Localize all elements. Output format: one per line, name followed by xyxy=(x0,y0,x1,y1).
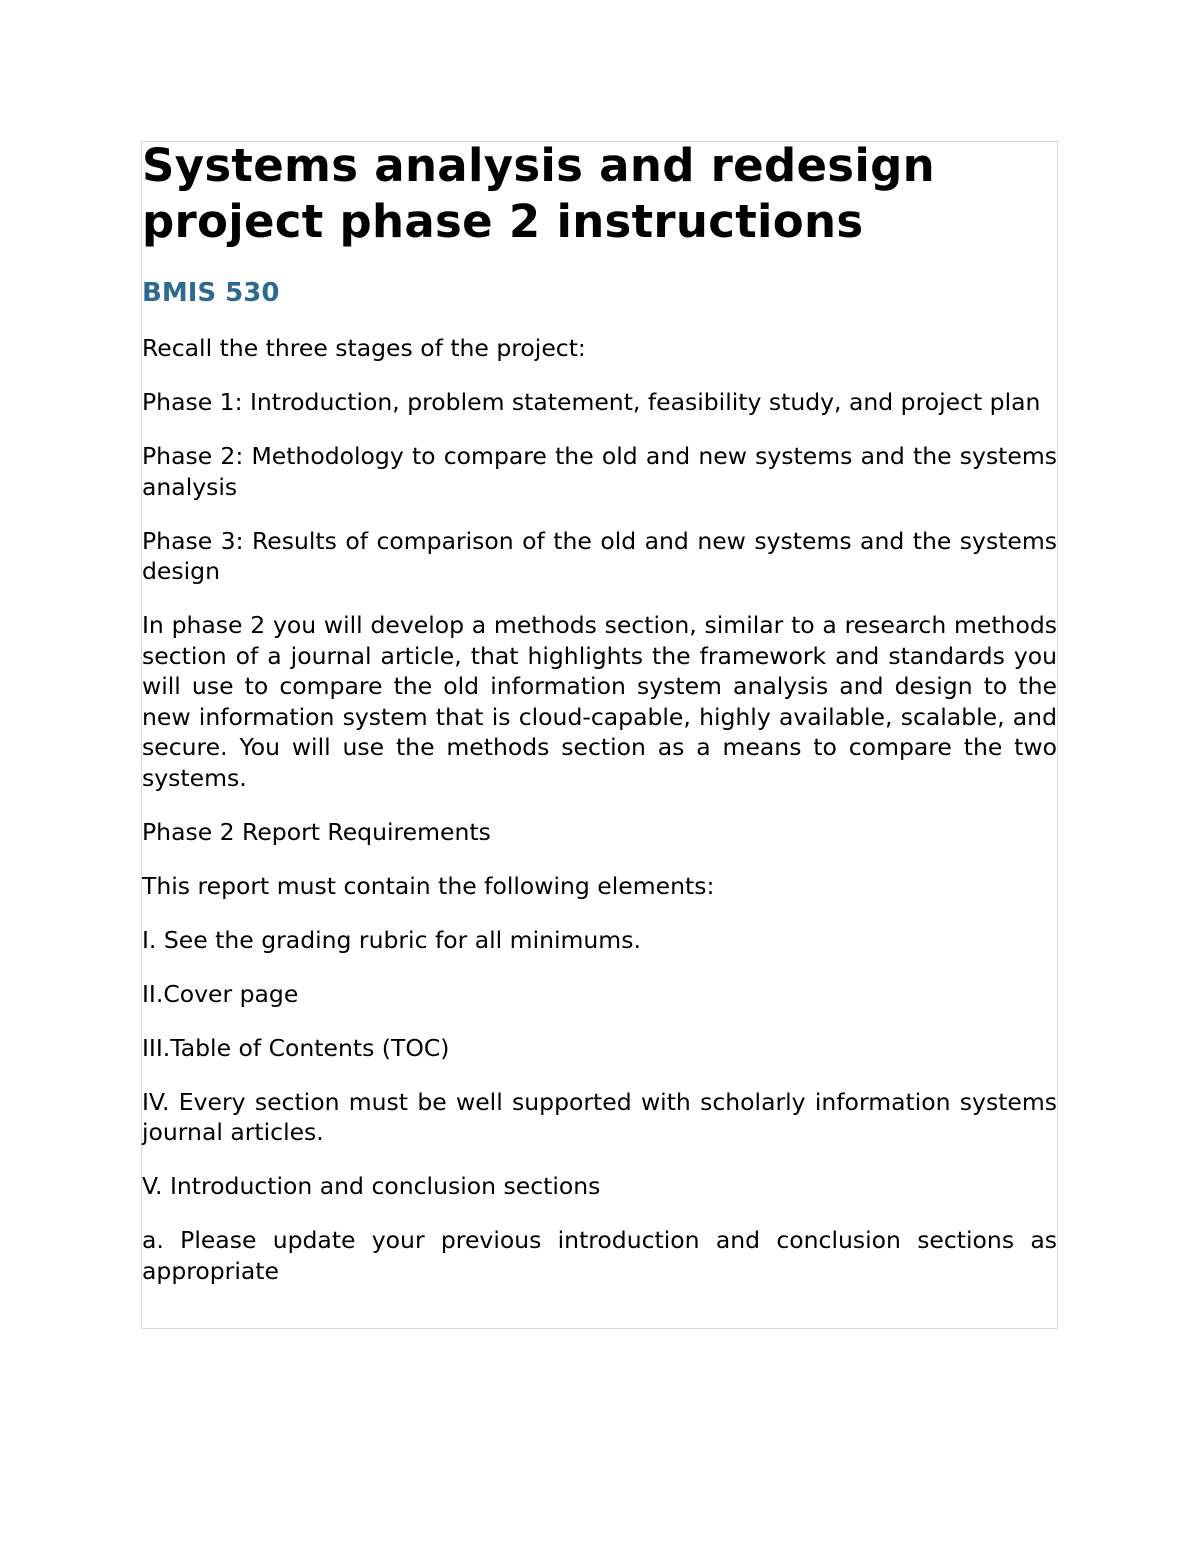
paragraph-phase-3: Phase 3: Results of comparison of the old and new systems and the systems design xyxy=(142,526,1057,585)
list-item-v: V. Introduction and conclusion sections xyxy=(142,1172,601,1200)
list-item-iii: III.Table of Contents (TOC) xyxy=(142,1033,450,1062)
list-item-v-a: a. Please update your previous introduction and conclusion sections as appropriate xyxy=(142,1226,1057,1285)
paragraph-phase-2: Phase 2: Methodology to compare the old and new systems and the systems analysis xyxy=(142,442,1057,501)
paragraph-elements-intro: This report must contain the following elements: xyxy=(142,871,715,900)
paragraph-recall: Recall the three stages of the project: xyxy=(142,334,586,362)
paragraph-phase-1: Phase 1: Introduction, problem statement, feasibility study, and project plan xyxy=(142,388,1041,416)
course-code-heading: BMIS 530 xyxy=(142,278,280,308)
document-title xyxy=(142,138,1057,250)
document-body xyxy=(142,138,1057,1286)
paragraph-methods-description: In phase 2 you will develop a methods section, similar to a research methods section of a journal article, that highlights the framework and standards you will use to compare the old information system analysis and design to the new information system that is cloud-capable, highly available, scalable, and secure. You will use the methods section as a means to compare the two systems. xyxy=(142,611,1057,792)
list-item-ii: II.Cover page xyxy=(142,979,299,1008)
list-item-iv: IV. Every section must be well supported with scholarly information systems journal articles. xyxy=(142,1087,1057,1146)
title-line-2: project phase 2 instructions xyxy=(142,195,864,248)
list-item-i: I. See the grading rubric for all minimums. xyxy=(142,925,641,954)
paragraph-report-requirements-heading: Phase 2 Report Requirements xyxy=(142,817,491,846)
title-line-1: Systems analysis and redesign xyxy=(142,139,935,192)
